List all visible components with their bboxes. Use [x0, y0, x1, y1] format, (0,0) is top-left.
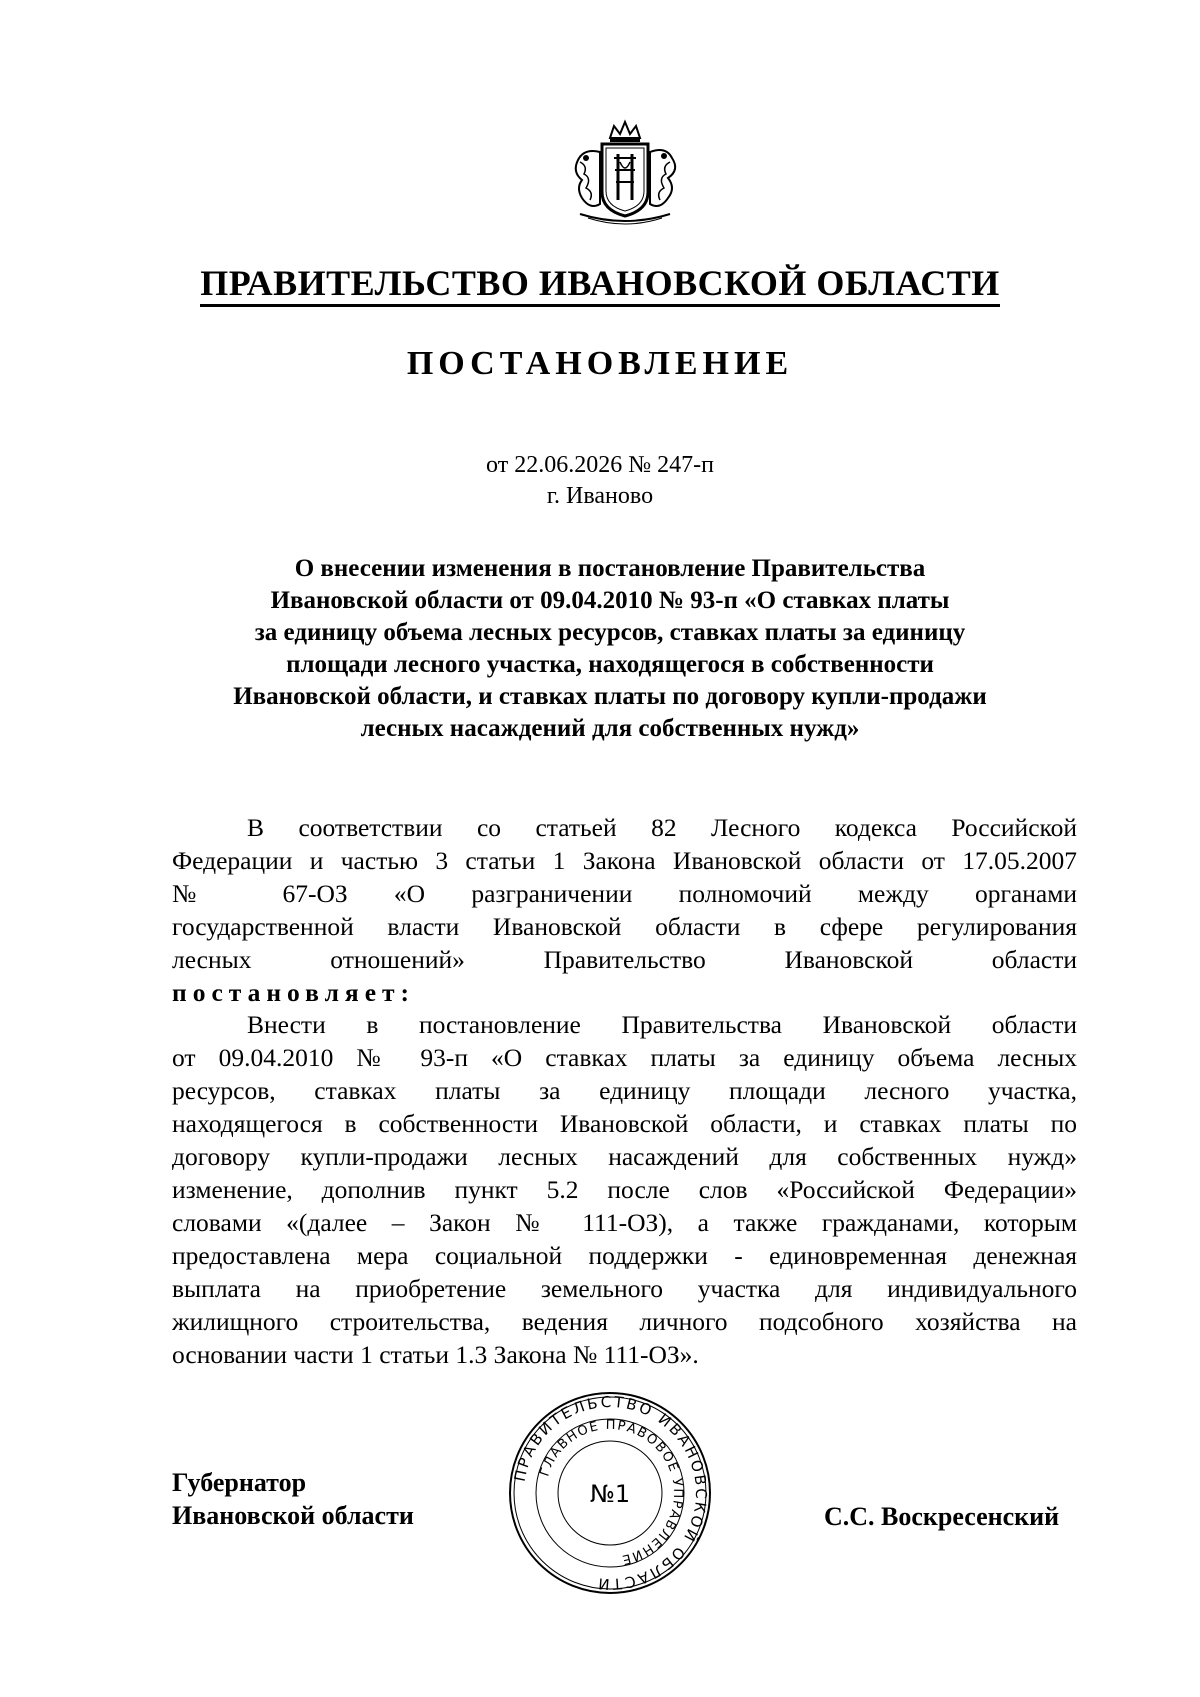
subject-line: О внесении изменения в постановление Правительства [294, 555, 926, 582]
position-line: Губернатор [172, 1468, 307, 1497]
preamble-line: В соответствии со статьей 82 Лесного кодекса Российской [247, 813, 1077, 842]
resolves-word: постановляет: [172, 977, 416, 1007]
government-title: ПРАВИТЕЛЬСТВО ИВАНОВСКОЙ ОБЛАСТИ [0, 262, 1200, 307]
stamp-outer-text: ПРАВИТЕЛЬСТВО ИВАНОВСКОЙ ОБЛАСТИ [510, 1392, 711, 1594]
document-body [172, 812, 1077, 1371]
document-subject [170, 553, 1050, 745]
preamble-line: № 67-ОЗ «О разграничении полномочий между органами [172, 878, 1077, 908]
subject-line: Ивановской области, и ставках платы по договору купли-продажи [233, 683, 987, 710]
signatory-name: С.С. Воскресенский [824, 1502, 1060, 1531]
city: г. Иваново [546, 483, 654, 509]
body-line: основании части 1 статьи 1.3 Закона № 111-ОЗ». [172, 1339, 699, 1369]
stamp-inner-text: ГЛАВНОЕ ПРАВОВОЕ УПРАВЛЕНИЕ [537, 1417, 686, 1568]
preamble-line: государственной власти Ивановской области в сфере регулирования [172, 911, 1077, 941]
body-line: находящегося в собственности Ивановской области, и ставках платы по [172, 1109, 1077, 1139]
position-line: Ивановской области [172, 1501, 414, 1530]
stamp-number: №1 [589, 1480, 631, 1508]
preamble-line: Федерации и частью 3 статьи 1 Закона Ивановской области от 17.05.2007 [172, 845, 1077, 875]
document-meta [0, 450, 1200, 512]
subject-line: лесных насаждений для собственных нужд» [360, 715, 860, 742]
body-line: от 09.04.2010 № 93-п «О ставках платы за единицу объема лесных [172, 1043, 1077, 1073]
subject-line: за единицу объема лесных ресурсов, ставках платы за единицу [254, 619, 966, 646]
body-line: словами «(далее – Закон № 111-ОЗ), а также гражданами, которым [172, 1207, 1077, 1237]
body-line: предоставлена мера социальной поддержки - единовременная денежная [172, 1240, 1077, 1270]
subject-line: площади лесного участка, находящегося в собственности [286, 651, 934, 678]
preamble-line: лесных отношений» Правительство Ивановской области [172, 944, 1077, 974]
body-line: Внести в постановление Правительства Ивановской области [247, 1010, 1077, 1040]
body-line: договору купли-продажи лесных насаждений для собственных нужд» [172, 1142, 1077, 1172]
subject-line: Ивановской области от 09.04.2010 № 93-п «О ставках платы [270, 587, 950, 614]
signatory-position [172, 1466, 414, 1532]
body-line: ресурсов, ставках платы за единицу площади лесного участка, [172, 1076, 1077, 1106]
document-type: ПОСТАНОВЛЕНИЕ [406, 345, 794, 382]
body-line: выплата на приобретение земельного участка для индивидуального [172, 1273, 1077, 1303]
body-line: изменение, дополнив пункт 5.2 после слов «Российской Федерации» [172, 1174, 1077, 1204]
body-line: жилищного строительства, ведения личного подсобного хозяйства на [172, 1306, 1077, 1336]
date-number: от 22.06.2026 № 247-п [486, 452, 714, 478]
coat-of-arms-icon [560, 118, 690, 230]
official-stamp [507, 1390, 713, 1596]
